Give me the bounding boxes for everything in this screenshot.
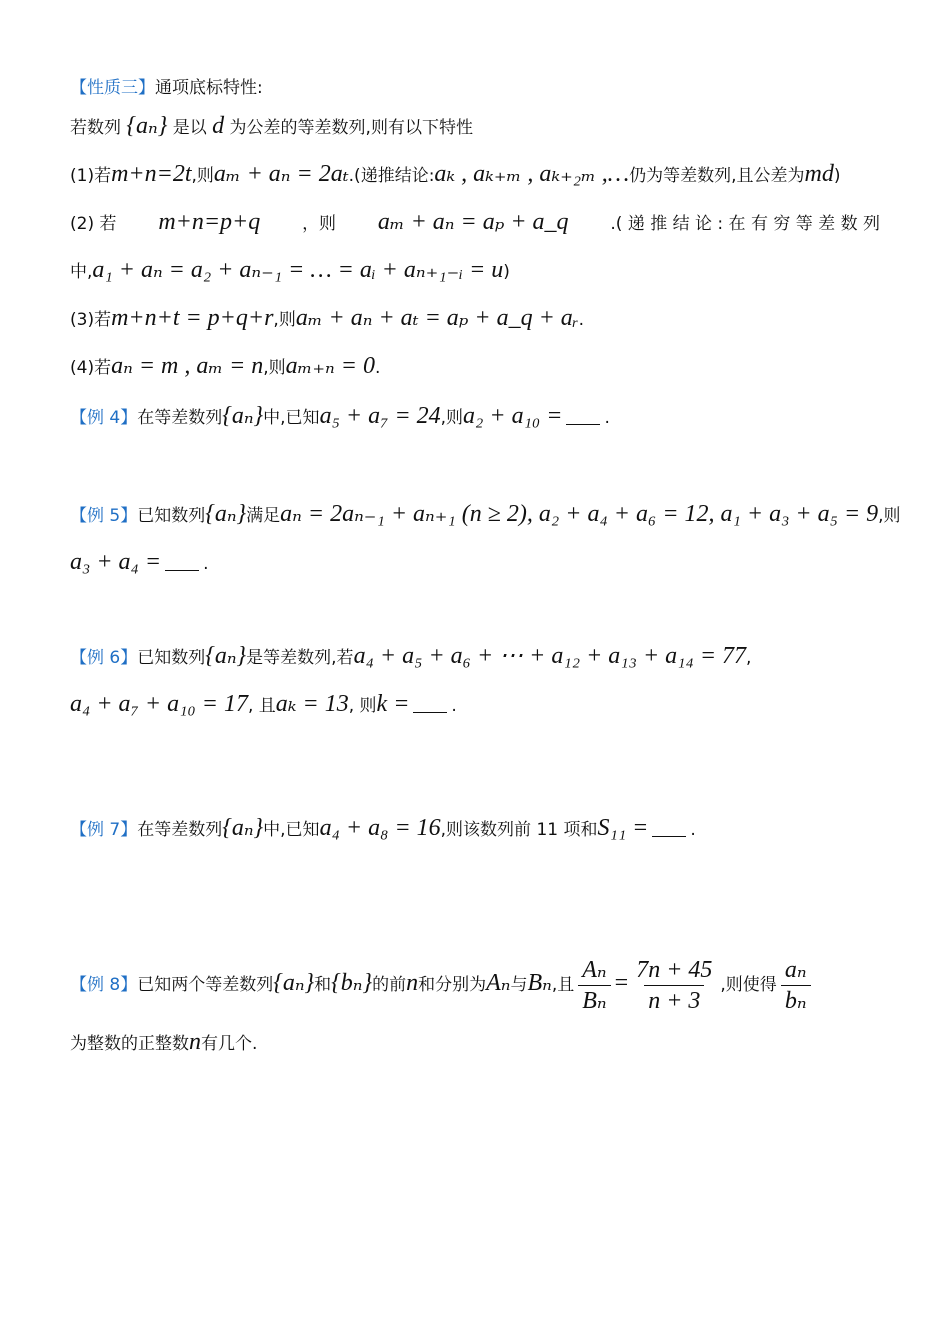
fraction-numerator: aₙ: [784, 956, 807, 983]
common-difference-symbol: d: [212, 113, 225, 139]
math-condition: aₙ = m , aₘ = n: [111, 353, 264, 379]
item-label: (1)若: [70, 166, 112, 186]
math-result: aₘ + aₙ = aₚ + a_q: [377, 209, 569, 235]
example-text: 在等差数列: [137, 820, 223, 840]
example-text: 与: [510, 975, 528, 995]
fraction-A-over-B: [578, 957, 610, 1014]
item-text: .( 递 推 结 论 : 在 有 穷 等 差 数 列: [610, 214, 880, 234]
item-text: ): [503, 262, 510, 282]
item-text: ): [833, 166, 841, 186]
math-md: md: [804, 161, 834, 187]
math-result: aₘ + aₙ + aₜ = aₚ + a_q + aᵣ: [295, 305, 579, 331]
example-text: ,则该数列前 11 项和: [440, 820, 598, 840]
property-item-1: [70, 160, 880, 190]
math-condition: m+n+t = p+q+r: [111, 305, 274, 331]
example-text: 和分别为: [418, 975, 487, 995]
math-condition: m+n=2t: [111, 161, 192, 187]
answer-blank[interactable]: [566, 406, 600, 425]
example-text: .: [690, 820, 696, 840]
example-text: , 且: [247, 696, 276, 716]
example-text: , 则: [348, 696, 377, 716]
math-n: n: [189, 1029, 201, 1055]
math-sequence: aₖ , aₖ₊ₘ , aₖ₊₂ₘ ,…: [434, 161, 630, 187]
example-text: 已知数列: [137, 506, 206, 526]
fraction-denominator: n + 3: [644, 985, 704, 1014]
math-ask: a₂ + a₁₀ =: [463, 403, 563, 429]
math-condition: , a₂ + a₄ + a₆ = 12: [526, 501, 709, 527]
answer-blank[interactable]: [652, 818, 686, 837]
example-text: 中,已知: [263, 820, 320, 840]
example-text: .: [203, 554, 209, 574]
math-given: a₄ + a₈ = 16: [319, 815, 441, 841]
intro-text: 若数列: [70, 118, 121, 138]
math-given: a₅ + a₇ = 24: [319, 403, 441, 429]
fraction-numerator: Aₙ: [582, 956, 607, 983]
example-text: 已知两个等差数列: [137, 975, 274, 995]
math-condition: , a₁ + a₃ + a₅ = 9: [708, 501, 879, 527]
fraction-denominator: bₙ: [781, 985, 811, 1014]
math-result: a₁ + aₙ = a₂ + aₙ₋₁ = … = aᵢ + aₙ₊₁₋ᵢ = u: [92, 257, 504, 283]
example-7: [70, 814, 880, 844]
item-text: 仍为等差数列,且公差为: [629, 166, 805, 186]
seq-symbol: {aₙ}: [126, 113, 168, 139]
fraction-denominator: Bₙ: [578, 985, 610, 1014]
example-tag: 【例 8】: [70, 975, 138, 995]
property-title: 通项底标特性:: [155, 78, 263, 98]
example-text: .: [604, 408, 610, 428]
item-text: .: [578, 310, 585, 330]
property-tag: 【性质三】: [70, 78, 155, 98]
seq-symbol: {aₙ}: [205, 501, 247, 527]
seq-symbol: {aₙ}: [205, 643, 247, 669]
item-text: ,则: [263, 358, 286, 378]
property-item-3: [70, 304, 880, 334]
math-ask: S₁₁ =: [597, 815, 649, 841]
example-text: .: [451, 696, 457, 716]
example-8-continued: [70, 1028, 880, 1058]
example-text: ,则: [440, 408, 464, 428]
example-4: [70, 402, 880, 432]
fraction-numerator: 7n + 45: [636, 956, 713, 983]
seq-symbol: {bₙ}: [331, 970, 373, 996]
example-text: 在等差数列: [137, 408, 223, 428]
property-item-4: [70, 352, 880, 382]
item-text: ,则: [273, 310, 296, 330]
item-label: (2) 若: [70, 214, 117, 234]
example-tag: 【例 5】: [70, 506, 138, 526]
example-text: 和: [314, 975, 332, 995]
math-relation: aₙ = 2aₙ₋₁ + aₙ₊₁ (n ≥ 2): [280, 501, 527, 527]
example-text: 为整数的正整数: [70, 1034, 189, 1054]
example-text: 有几个.: [201, 1034, 258, 1054]
answer-blank[interactable]: [165, 552, 199, 571]
example-tag: 【例 4】: [70, 408, 138, 428]
math-given: aₖ = 13: [275, 691, 349, 717]
item-text: .: [374, 358, 381, 378]
item-text: 中,: [70, 262, 93, 282]
math-result: aₘ₊ₙ = 0: [285, 353, 375, 379]
example-6-continued: [70, 690, 880, 720]
item-label: (3)若: [70, 310, 112, 330]
fraction-a-over-b: [781, 957, 811, 1014]
math-eq: =: [614, 970, 629, 996]
intro-line: [70, 112, 880, 142]
intro-text: 为公差的等差数列,则有以下特性: [229, 118, 473, 138]
example-8: [70, 950, 880, 1018]
math-condition: m+n=p+q: [158, 209, 261, 235]
math-A: Aₙ: [486, 970, 511, 996]
math-ask: a₃ + a₄ =: [70, 549, 162, 575]
example-text: 中,已知: [263, 408, 320, 428]
example-text: 已知数列: [137, 648, 206, 668]
property-item-2: [70, 208, 880, 238]
example-5: [70, 500, 901, 530]
item-text: ，则: [302, 214, 337, 234]
item-text: ,则: [191, 166, 214, 186]
answer-blank[interactable]: [413, 694, 447, 713]
item-label: (4)若: [70, 358, 112, 378]
math-B: Bₙ: [527, 970, 552, 996]
example-text: 的前: [372, 975, 407, 995]
example-text: 满足: [246, 506, 281, 526]
fraction-ratio: [632, 957, 716, 1014]
item-text: .(递推结论:: [348, 166, 435, 186]
math-sum: a₄ + a₅ + a₆ + ⋯ + a₁₂ + a₁₃ + a₁₄ = 77: [353, 643, 747, 669]
example-text: 是等差数列,若: [246, 648, 354, 668]
intro-text: 是以: [172, 118, 207, 138]
math-result: aₘ + aₙ = 2aₜ: [213, 161, 349, 187]
seq-symbol: {aₙ}: [222, 403, 264, 429]
example-text: ,则使得: [720, 975, 777, 995]
seq-symbol: {aₙ}: [222, 815, 264, 841]
math-ask: k =: [376, 691, 410, 717]
property-item-2-continued: [70, 256, 880, 286]
example-text: ,: [746, 648, 752, 668]
math-n: n: [406, 970, 419, 996]
property-header: [70, 74, 880, 102]
example-tag: 【例 6】: [70, 648, 138, 668]
seq-symbol: {aₙ}: [273, 970, 315, 996]
example-5-continued: [70, 548, 880, 578]
math-given: a₄ + a₇ + a₁₀ = 17: [70, 691, 248, 717]
example-text: ,则: [878, 506, 901, 526]
example-text: ,且: [551, 975, 575, 995]
example-tag: 【例 7】: [70, 820, 138, 840]
example-6: [70, 642, 880, 672]
